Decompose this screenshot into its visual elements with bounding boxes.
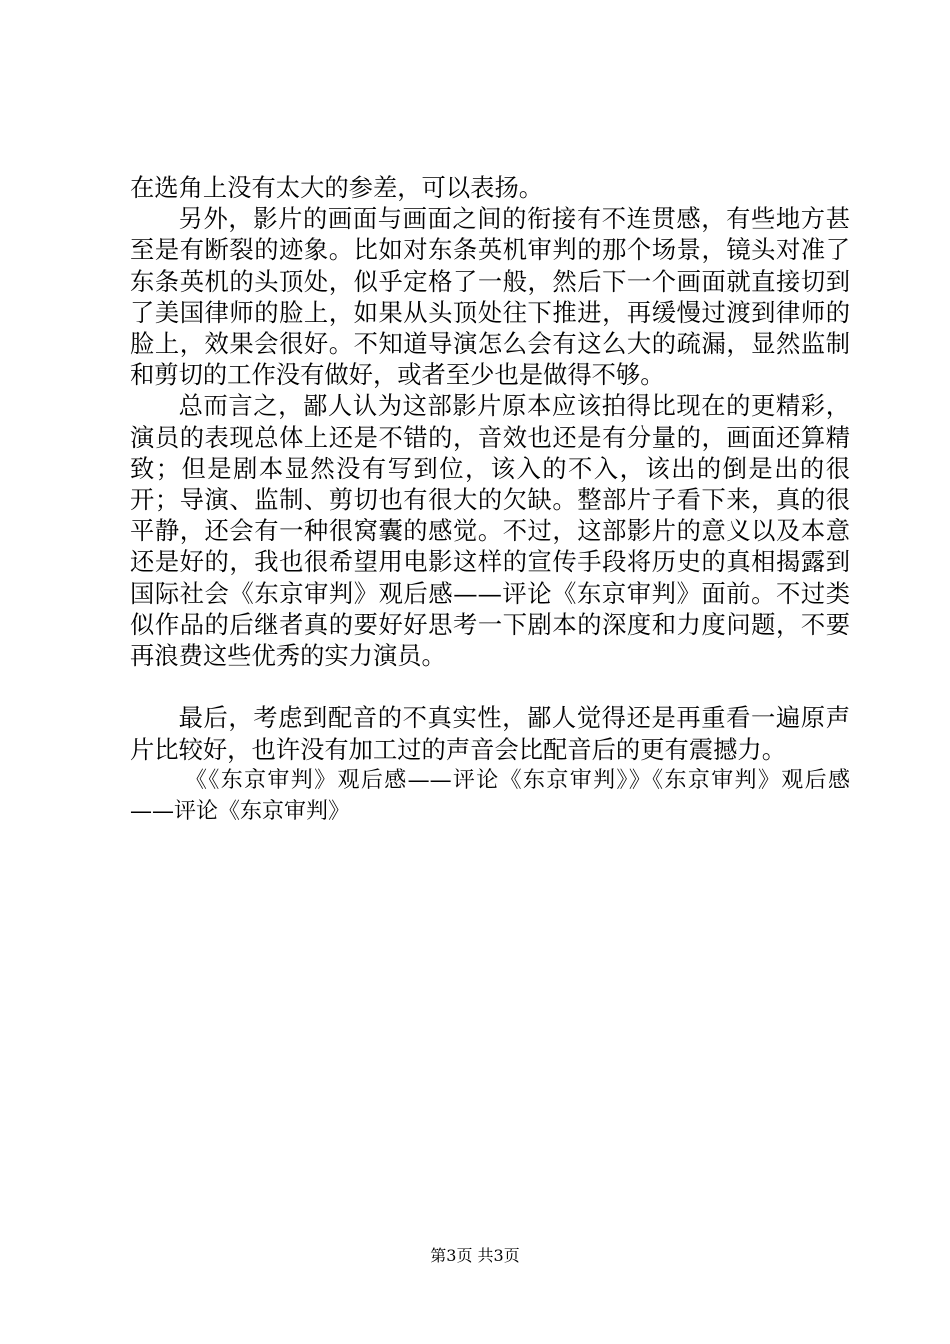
paragraph-summary: 总而言之，鄙人认为这部影片原本应该拍得比现在的更精彩，演员的表现总体上还是不错的，音效也还是有分量的，画面还算精致；但是剧本显然没有写到位，该入的不入，该出的倒是出的很开；导演、监制、剪切也有很大的欠缺。整部片子看下来，真的很平静，还会有一种很窝囊的感觉。不过，这部影片的意义以及本意还是好的，我也很希望用电影这样的宣传手段将历史的真相揭露到国际社会《东京审判》观后感——评论《东京审判》面前。不过类似作品的后继者真的要好好思考一下剧本的深度和力度问题，不要再浪费这些优秀的实力演员。 <box>130 391 850 671</box>
page-number-label: 第3页 共3页 <box>430 1246 520 1265</box>
document-title-line: 《《东京审判》观后感——评论《东京审判》》《东京审判》观后感——评论《东京审判》 <box>130 767 850 825</box>
paragraph-continuation: 在选角上没有太大的参差，可以表扬。 <box>130 173 544 202</box>
paragraph-editing-critique: 另外，影片的画面与画面之间的衔接有不连贯感，有些地方甚至是有断裂的迹象。比如对东条英机审判的那个场景，镜头对准了东条英机的头顶处，似乎定格了一般，然后下一个画面就直接切到了美国律师的脸上，如果从头顶处往下推进，再缓慢过渡到律师的脸上，效果会很好。不知道导演怎么会有这么大的疏漏，显然监制和剪切的工作没有做好，或者至少也是做得不够。 <box>130 204 850 390</box>
paragraph-closing: 最后，考虑到配音的不真实性，鄙人觉得还是再重看一遍原声片比较好，也许没有加工过的声音会比配音后的更有震撼力。 <box>130 703 850 764</box>
document-body <box>130 172 850 827</box>
page-footer <box>0 1245 950 1267</box>
